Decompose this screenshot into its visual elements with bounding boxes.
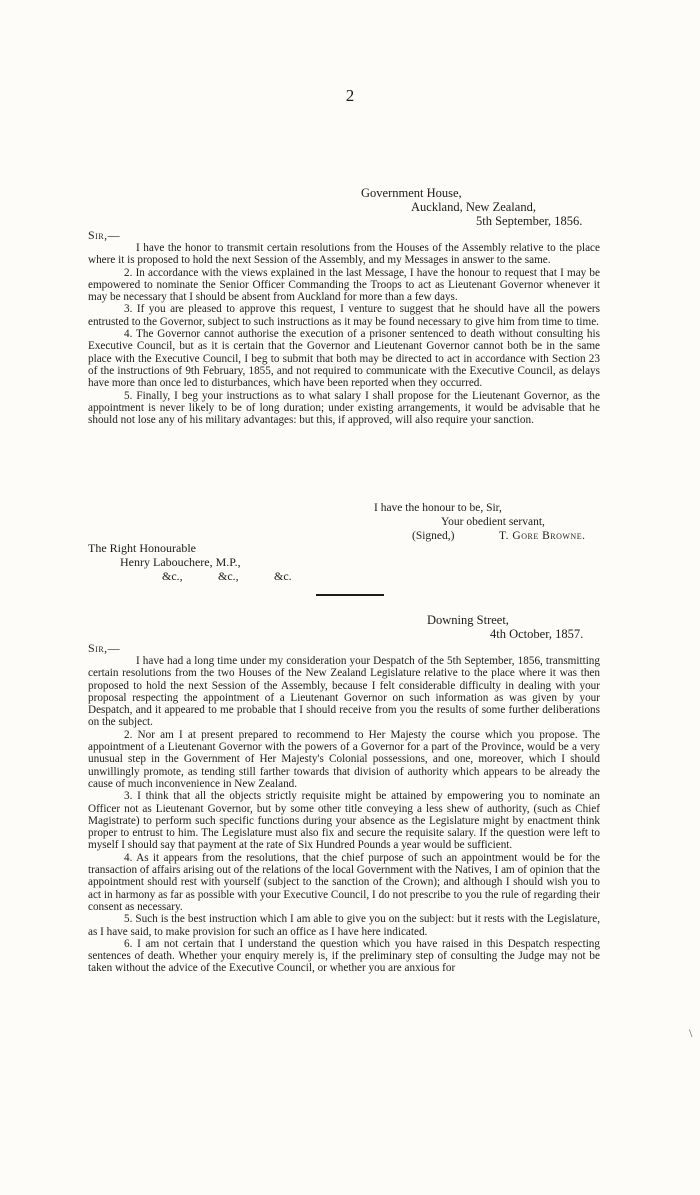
paragraph: 4. As it appears from the resolutions, that the chief purpose of such an appointment would be for the transaction of affairs arising out of the relations of the local Government with the Natives, I am of opinion that the appointment should rest with yourself (subject to the sanction of the Crown); and although I should wish you to act in harmony as far as possible with your Executive Council, I do not prescribe to you the rule of regarding their consent as necessary. [88, 851, 600, 913]
salutation: Sir,— [88, 641, 121, 655]
paragraph: 6. I am not certain that I understand the question which you have raised in this Despatch respecting sentences of death. Whether your enquiry merely is, if the preliminary step of consulting the Judge may not be taken without the advice of the Executive Council, or whether you are anxious for [88, 937, 600, 975]
paragraph: I have the honor to transmit certain resolutions from the Houses of the Assembly relative to the place where it is proposed to hold the next Session of the Assembly, and my Messages in answer to the same. [88, 242, 600, 267]
page-number: 2 [345, 86, 355, 105]
letter-body [88, 242, 600, 426]
address-line: 4th October, 1857. [490, 627, 584, 641]
closing-line: Your obedient servant, [441, 516, 545, 528]
paragraph: 3. I think that all the objects strictly requisite might be attained by empowering you to nominate an Officer not as Lieutenant Governor, but by some other title conveying a less shew of authority, (such as Chief Magistrate) to perform such specific functions during your absence as the Legislature might by enactment think proper to entrust to him. The Legislature must also fix and secure the requisite salary. If the question were left to myself I should say that payment at the rate of Six Hundred Pounds a year would be sufficient. [88, 790, 600, 852]
paragraph: 2. In accordance with the views explained in the last Message, I have the honour to request that I may be empowered to nominate the Senior Officer Commanding the Troops to act as Lieutenant Governor whenever it may be necessary that I should be absent from Auckland for more than a few days. [88, 266, 600, 304]
address-line: 5th September, 1856. [476, 214, 583, 228]
closing-line: I have the honour to be, Sir, [374, 502, 502, 514]
signature: T. Gore Browne. [499, 530, 586, 542]
paragraph: 4. The Governor cannot authorise the execution of a prisoner sentenced to death without consulting his Executive Council, but as it is certain that the Governor and Lieutenant Governor cannot both be in the same place with the Executive Council, I beg to submit that both may be directed to act in accordance with Section 23 of the instructions of 9th February, 1855, and not required to communicate with the Executive Council, as delays have more than once led to disturbances, which have been reported when they occurred. [88, 328, 600, 390]
section-divider [316, 594, 384, 596]
recipient-line: Henry Labouchere, M.P., [120, 555, 241, 569]
address-line: Downing Street, [427, 613, 509, 627]
paragraph: 5. Such is the best instruction which I am able to give you on the subject: but it rests with the Legislature, as I have said, to make provision for such an office as I have here indicated. [88, 913, 600, 938]
etc-mark: &c. [274, 569, 292, 583]
paragraph: 5. Finally, I beg your instructions as to what salary I shall propose for the Lieutenant Governor, as the appointment is never likely to be of long duration; under existing arrangements, it would be advisable that he should not lose any of his military advantages: but this, if approved, will also require your sanction. [88, 389, 600, 427]
paragraph: 2. Nor am I at present prepared to recommend to Her Majesty the course which you propose. The appointment of a Lieutenant Governor with the powers of a Governor for a part of the Province, would be a very unusual step in the Government of Her Majesty's Colonial possessions, and one, moreover, which I should unwillingly promote, as tending still farther towards that division of authority which appears to be already the cause of much inconvenience in New Zealand. [88, 728, 600, 790]
recipient-etc [88, 569, 292, 583]
address-line: Auckland, New Zealand, [411, 200, 536, 214]
margin-mark: \ [689, 1026, 693, 1040]
letter-body [88, 655, 600, 975]
salutation: Sir,— [88, 228, 121, 242]
etc-mark: &c., [162, 569, 183, 583]
paragraph: 3. If you are pleased to approve this request, I venture to suggest that he should have all the powers entrusted to the Governor, subject to such instructions as it may be found necessary to give him from time to time. [88, 303, 600, 328]
signed-label: (Signed,) [412, 530, 455, 542]
paragraph: I have had a long time under my consideration your Despatch of the 5th September, 1856, transmitting certain resolutions from the two Houses of the New Zealand Legislature relative to the place where it was then proposed to hold the next Session of the Assembly, because I felt considerable difficulty in dealing with your proposal respecting the appointment of a Lieutenant Governor on such information as was given by your Despatch, and it appeared to me probable that I should receive from you the results of some further deliberations on the subject. [88, 655, 600, 729]
etc-mark: &c., [218, 569, 239, 583]
recipient [88, 541, 292, 583]
recipient-line: The Right Honourable [88, 541, 196, 555]
address-line: Government House, [361, 186, 462, 200]
